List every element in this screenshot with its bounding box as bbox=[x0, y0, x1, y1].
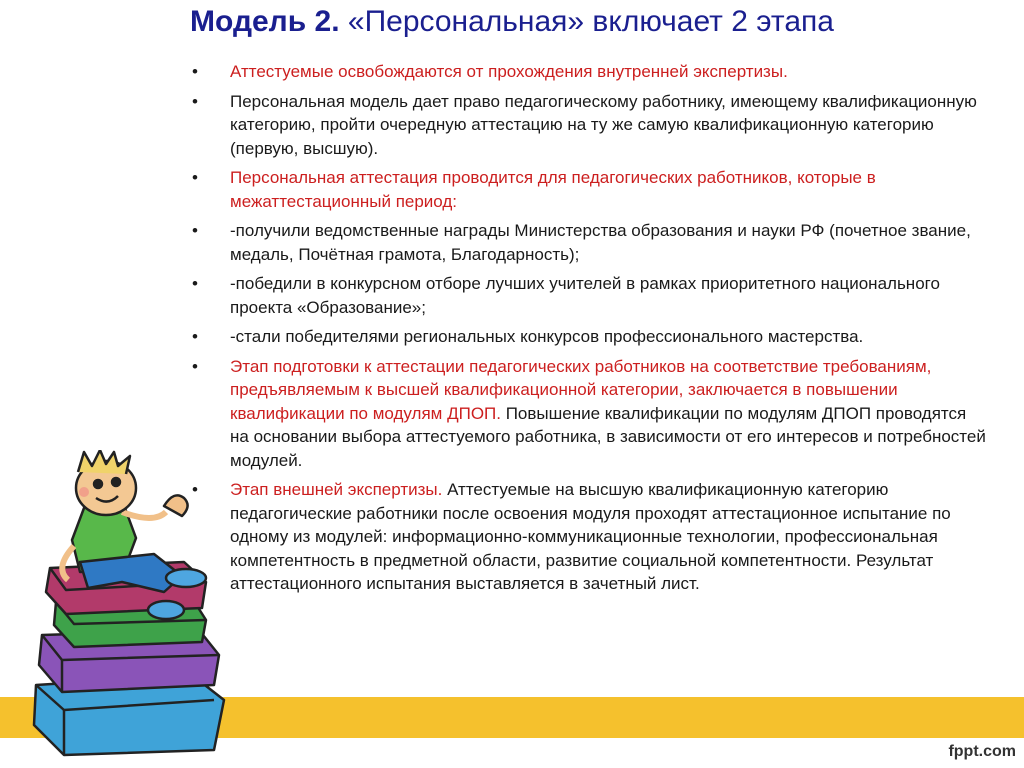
bullet-dot: • bbox=[192, 274, 198, 293]
bullet-item bbox=[188, 478, 988, 596]
bullet-text: -победили в конкурсном отборе лучших учителей в рамках приоритетного национального проекта «Образование»; bbox=[230, 274, 940, 317]
bullet-red-text: Этап подготовки к аттестации педагогических работников на соответствие требованиям, предъявляемым к высшей квалификационной категории, заключается в повышении квалификации по модулям ДПОП. bbox=[230, 356, 932, 423]
bullet-item bbox=[188, 166, 988, 213]
bullet-red-text: Этап внешней экспертизы. bbox=[230, 480, 443, 499]
bullet-red-text: Аттестуемые освобождаются от прохождения внутренней экспертизы. bbox=[230, 62, 788, 81]
bullet-item bbox=[188, 219, 988, 266]
bullet-dot: • bbox=[192, 62, 198, 81]
brand-watermark: fppt.com bbox=[948, 743, 1016, 760]
bullet-dot: • bbox=[192, 327, 198, 346]
bullet-item bbox=[188, 325, 988, 349]
bullet-item bbox=[188, 60, 988, 84]
bullet-text: -стали победителями региональных конкурсов профессионального мастерства. bbox=[230, 327, 864, 346]
bullet-text: Повышение квалификации по модулям ДПОП проводятся на основании выбора аттестуемого работника, в зависимости от его интересов и потребностей модулей. bbox=[230, 403, 986, 470]
bullet-text: Персональная модель дает право педагогическому работнику, имеющему квалификационную категорию, пройти очередную аттестацию на ту же самую квалификационную категорию (первую, высшую). bbox=[230, 91, 977, 158]
bullet-item bbox=[188, 90, 988, 161]
title-rest: «Персональная» включает 2 этапа bbox=[347, 5, 834, 38]
bullet-list bbox=[188, 60, 988, 602]
bullet-dot: • bbox=[192, 168, 198, 187]
bullet-dot: • bbox=[192, 480, 198, 499]
bullet-red-text: Персональная аттестация проводится для педагогических работников, которые в межаттестационный период: bbox=[230, 168, 876, 211]
boy-on-books-illustration bbox=[14, 450, 234, 760]
slide-title bbox=[0, 2, 1024, 42]
title-bold: Модель 2. bbox=[190, 5, 340, 38]
bullet-item bbox=[188, 272, 988, 319]
bullet-item bbox=[188, 355, 988, 473]
bullet-dot: • bbox=[192, 91, 198, 111]
bullet-dot: • bbox=[192, 221, 198, 240]
bullet-text: Аттестуемые на высшую квалификационную категорию педагогические работники после освоения модуля проходят аттестационное испытание по одному из модулей: информационно-коммуникационные технологии, профессиональная компетентность в предметной области, развитие социальной компетентности. Результат аттестационного испытания выставляется в зачетный лист. bbox=[230, 480, 951, 593]
bullet-dot: • bbox=[192, 356, 198, 376]
bullet-text: -получили ведомственные награды Министерства образования и науки РФ (почетное звание, медаль, Почётная грамота, Благодарность); bbox=[230, 221, 971, 264]
